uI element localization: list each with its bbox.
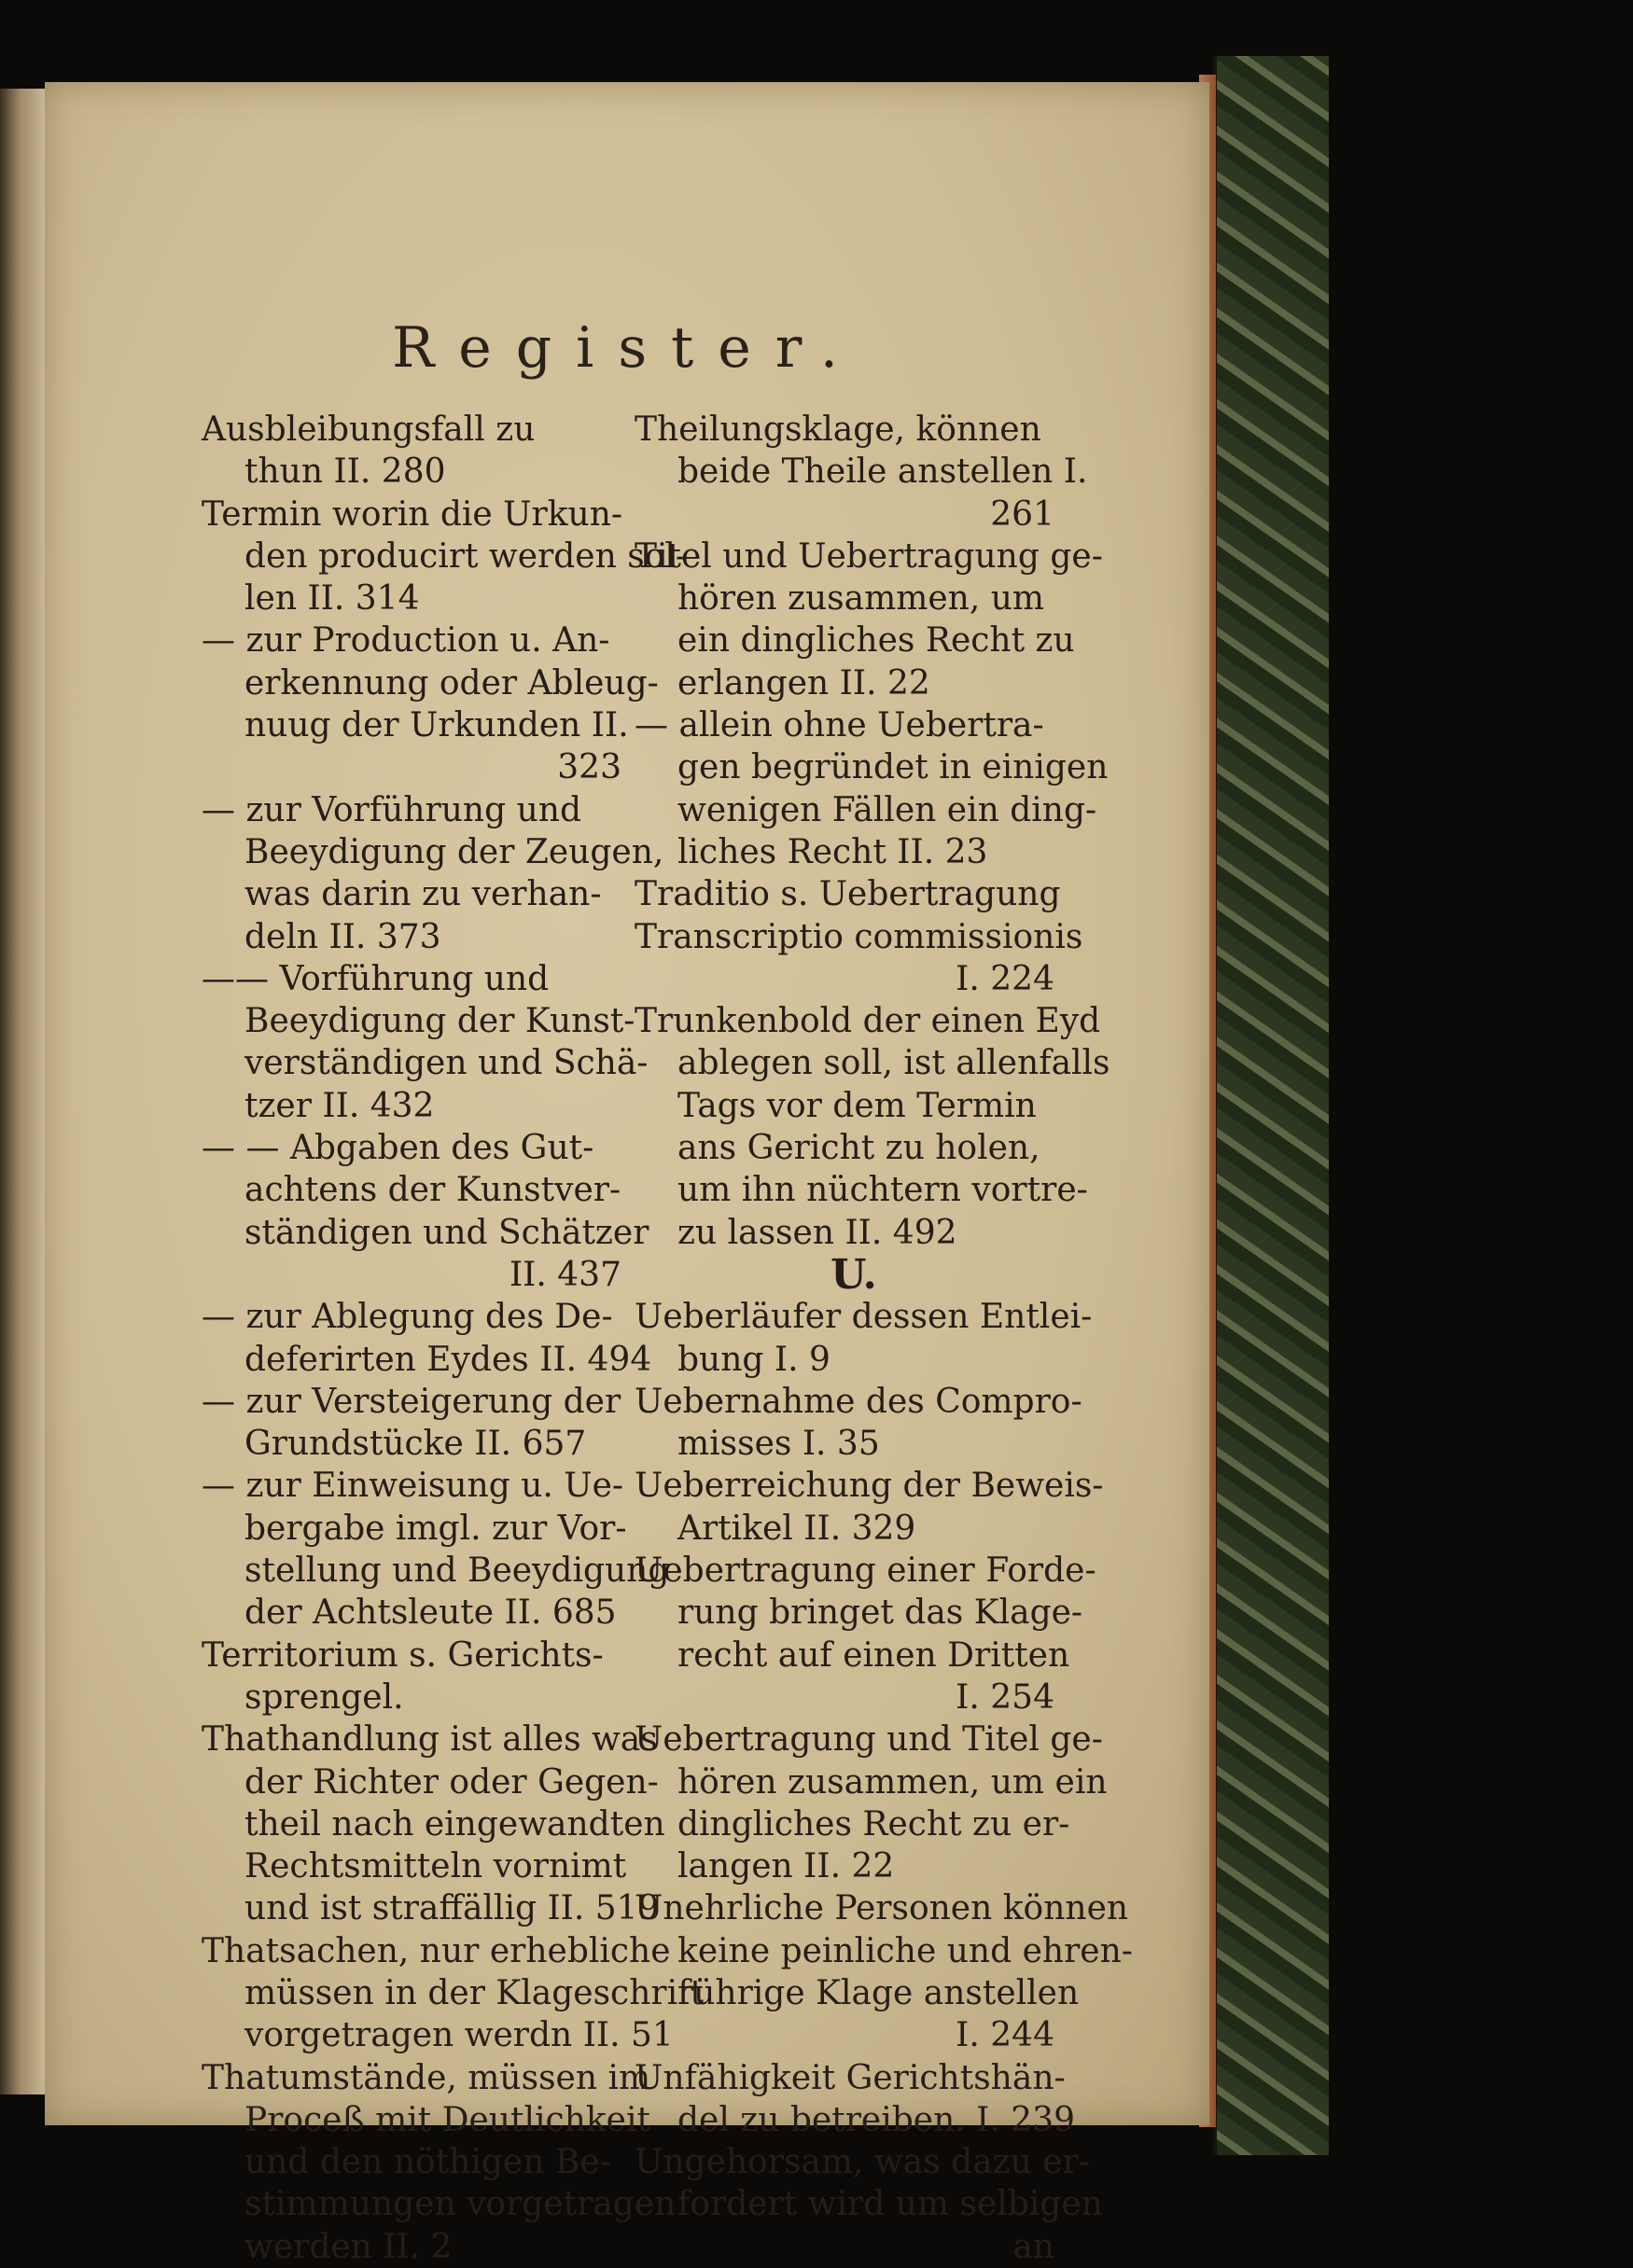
- left-column: [202, 409, 704, 2268]
- index-line: Trunkenbold der einen Eyd: [635, 1002, 1101, 1041]
- index-line: deln II. 373: [244, 917, 441, 956]
- running-head: Register.: [392, 315, 862, 381]
- index-line: Termin worin die Urkun-: [202, 494, 623, 534]
- index-line: nuug der Urkunden II.: [244, 706, 629, 745]
- index-line: wenigen Fällen ein ding-: [677, 790, 1097, 829]
- index-line: Thathandlung ist alles was: [202, 1720, 658, 1760]
- index-line: Uebertragung und Titel ge-: [635, 1720, 1103, 1760]
- index-line: ständigen und Schätzer: [244, 1213, 649, 1252]
- index-line: keine peinliche und ehren-: [677, 1931, 1133, 1970]
- index-line: Ueberläufer dessen Entlei-: [635, 1298, 1093, 1337]
- index-line: Beeydigung der Kunst-: [244, 1002, 635, 1041]
- index-line: — allein ohne Uebertra-: [635, 706, 1044, 745]
- index-line: theil nach eingewandten: [244, 1804, 665, 1844]
- book-page: [45, 82, 1209, 2266]
- index-line: Ueberreichung der Beweis-: [635, 1467, 1104, 1506]
- index-line: stellung und Beeydigung: [244, 1551, 670, 1591]
- index-line: Thatumstände, müssen im: [202, 2058, 651, 2097]
- index-line: — zur Ablegung des De-: [202, 1298, 613, 1337]
- index-line: langen II. 22: [677, 1847, 895, 1886]
- index-line: Ausbleibungsfall zu: [202, 410, 536, 449]
- index-line: und ist straffällig II. 519: [244, 1889, 660, 1928]
- index-line: werden II. 2: [244, 2227, 453, 2266]
- index-line: — zur Vorführung und: [202, 790, 582, 829]
- index-line: dingliches Recht zu er-: [677, 1804, 1070, 1844]
- index-line: Theilungsklage, können: [635, 410, 1041, 449]
- index-line: fordert wird um selbigen: [677, 2185, 1103, 2224]
- index-line: ein dingliches Recht zu: [677, 621, 1075, 661]
- index-line: bung I. 9: [677, 1340, 830, 1379]
- index-line: Beeydigung der Zeugen,: [244, 832, 664, 871]
- index-line: tzer II. 432: [244, 1086, 435, 1125]
- index-line: I. 224: [956, 959, 1054, 998]
- index-line: deferirten Eydes II. 494: [244, 1340, 652, 1379]
- facing-page-edge: [0, 89, 45, 2094]
- index-line: — zur Production u. An-: [202, 621, 610, 661]
- index-line: Rechtsmitteln vornimt: [244, 1847, 627, 1886]
- index-line: Traditio s. Uebertragung: [635, 875, 1061, 914]
- index-line: müssen in der Klageschrift: [244, 1973, 704, 2012]
- index-line: ans Gericht zu holen,: [677, 1129, 1040, 1168]
- index-line: an: [1012, 2227, 1054, 2266]
- index-line: sprengel.: [244, 1677, 404, 1717]
- index-line: Uebernahme des Compro-: [635, 1382, 1082, 1421]
- index-line: len II. 314: [244, 579, 420, 619]
- index-line: del zu betreiben. I. 239: [677, 2100, 1075, 2139]
- index-line: — zur Einweisung u. Ue-: [202, 1467, 624, 1506]
- index-line: misses I. 35: [677, 1425, 880, 1464]
- index-line: ablegen soll, ist allenfalls: [677, 1044, 1110, 1083]
- index-line: Tags vor dem Termin: [677, 1086, 1037, 1125]
- index-line: I. 254: [956, 1677, 1054, 1717]
- index-line: Thatsachen, nur erhebliche: [202, 1931, 671, 1970]
- index-line: rührige Klage anstellen: [677, 1973, 1080, 2012]
- index-line: —— Vorführung und: [202, 959, 550, 998]
- index-line: verständigen und Schä-: [244, 1044, 649, 1083]
- index-line: Unfähigkeit Gerichtshän-: [635, 2058, 1066, 2097]
- index-line: 261: [990, 494, 1054, 534]
- index-line: U.: [830, 1250, 877, 1299]
- index-line: um ihn nüchtern vortre-: [677, 1171, 1088, 1210]
- index-line: Ungehorsam, was dazu er-: [635, 2143, 1090, 2182]
- index-line: Titel und Uebertragung ge-: [635, 536, 1103, 576]
- right-column: [635, 409, 1133, 2268]
- index-line: beide Theile anstellen I.: [677, 452, 1088, 492]
- index-line: thun II. 280: [244, 452, 446, 492]
- index-line: liches Recht II. 23: [677, 832, 988, 871]
- index-line: gen begründet in einigen: [677, 748, 1109, 787]
- index-line: Territorium s. Gerichts-: [202, 1635, 604, 1675]
- index-line: Artikel II. 329: [677, 1509, 916, 1548]
- book-cover-marbled: [1213, 56, 1329, 2155]
- index-line: hören zusammen, um: [677, 579, 1045, 619]
- index-line: Proceß mit Deutlichkeit: [244, 2100, 650, 2139]
- index-line: und den nöthigen Be-: [244, 2143, 611, 2182]
- index-line: erkennung oder Ableug-: [244, 663, 659, 703]
- index-line: — — Abgaben des Gut-: [202, 1129, 594, 1168]
- index-line: der Richter oder Gegen-: [244, 1762, 659, 1802]
- index-line: 323: [557, 748, 621, 787]
- index-line: den producirt werden sol-: [244, 536, 688, 576]
- index-line: Transcriptio commissionis: [635, 917, 1083, 956]
- index-line: stimmungen vorgetragen: [244, 2185, 677, 2224]
- index-line: zu lassen II. 492: [677, 1213, 957, 1252]
- index-line: Uebertragung einer Forde-: [635, 1551, 1096, 1591]
- index-line: vorgetragen werdn II. 51: [244, 2016, 674, 2055]
- index-line: erlangen II. 22: [677, 663, 930, 703]
- index-line: achtens der Kunstver-: [244, 1171, 621, 1210]
- index-line: Unehrliche Personen können: [635, 1889, 1129, 1928]
- index-line: Grundstücke II. 657: [244, 1425, 587, 1464]
- index-line: hören zusammen, um ein: [677, 1762, 1108, 1802]
- index-line: I. 244: [956, 2016, 1054, 2055]
- index-line: rung bringet das Klage-: [677, 1593, 1083, 1633]
- index-line: bergabe imgl. zur Vor-: [244, 1509, 627, 1548]
- index-line: recht auf einen Dritten: [677, 1635, 1070, 1675]
- index-line: — zur Versteigerung der: [202, 1382, 621, 1421]
- index-line: was darin zu verhan-: [244, 875, 602, 914]
- index-line: der Achtsleute II. 685: [244, 1593, 617, 1633]
- index-line: II. 437: [509, 1255, 621, 1294]
